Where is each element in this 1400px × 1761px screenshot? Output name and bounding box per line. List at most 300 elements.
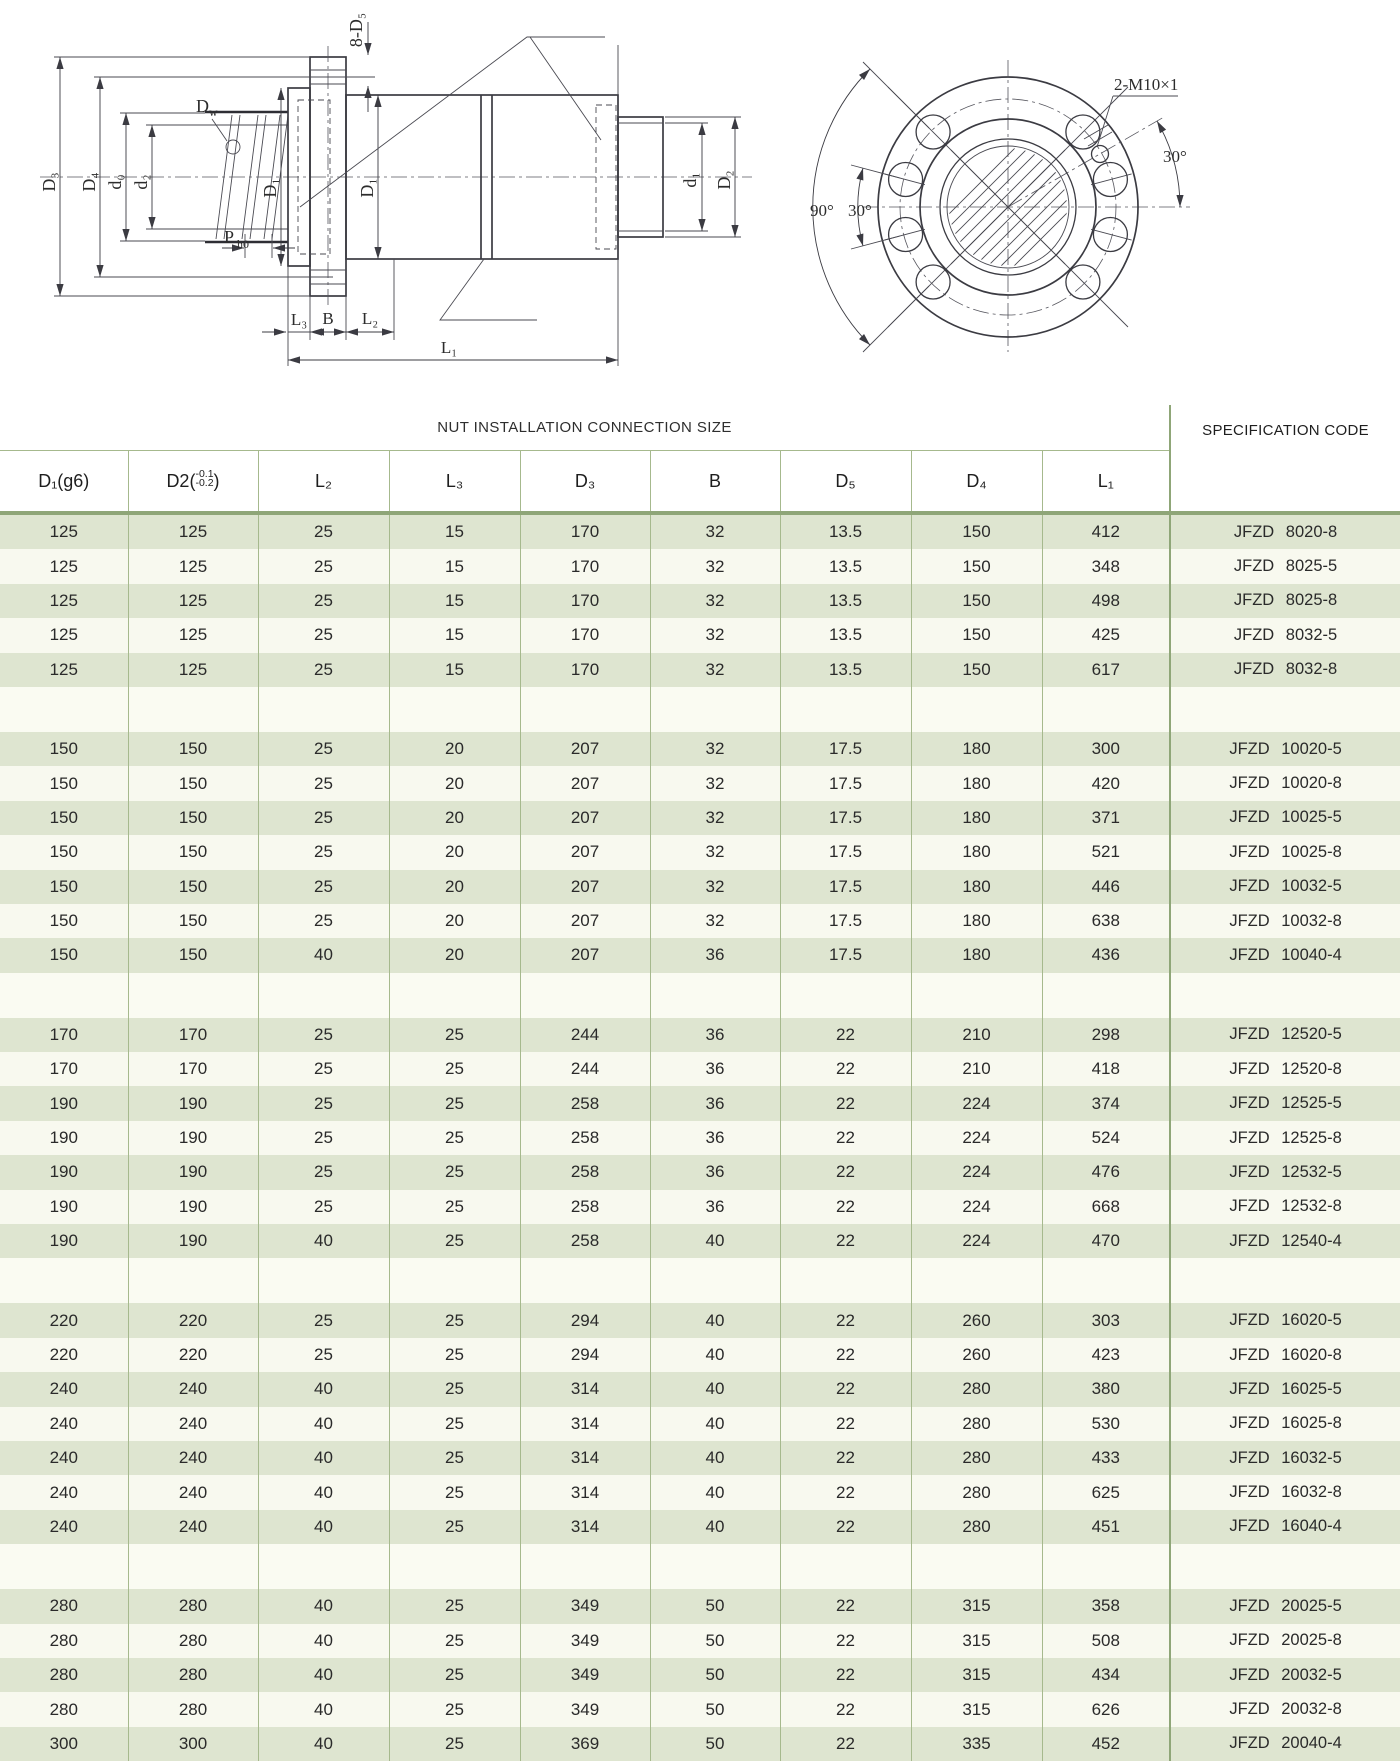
cell-d4: 315 (911, 1658, 1042, 1692)
cell-d4: 280 (911, 1441, 1042, 1475)
cell-d3: 314 (520, 1372, 650, 1406)
cell-l2: 40 (258, 1407, 389, 1441)
cell-l2: 40 (258, 1441, 389, 1475)
table-row (0, 1727, 1400, 1761)
cell-d2: 125 (128, 549, 258, 583)
cell-d1: 240 (49, 1482, 78, 1502)
separator-cell (911, 1258, 1042, 1303)
cell-d3: 207 (520, 766, 650, 800)
label-d2-shaft: D₂ (714, 170, 734, 190)
table-row (0, 1303, 1400, 1337)
cell-spec: JFZD 8020-8 (1170, 513, 1400, 549)
end-view-drawing (810, 60, 1190, 352)
cell-d2: 190 (128, 1190, 258, 1224)
cell-l2: 25 (258, 835, 389, 869)
cell-b: 40 (650, 1338, 780, 1372)
cell-l2: 25 (258, 1303, 389, 1337)
table-row (0, 1086, 1400, 1120)
separator-cell (780, 687, 911, 732)
cell-spec: JFZD 10025-5 (1170, 801, 1400, 835)
cell-d2: 125 (128, 653, 258, 687)
separator-cell (389, 1544, 520, 1589)
cell-d3: 294 (520, 1338, 650, 1372)
cell-d4: 280 (911, 1510, 1042, 1544)
cell-b: 36 (650, 1190, 780, 1224)
cell-d2: 300 (128, 1727, 258, 1761)
cell-d1: 170 (49, 1024, 78, 1044)
cell-d4: 224 (911, 1190, 1042, 1224)
label-angle-left-90: 90° (810, 201, 834, 220)
cell-d4: 150 (911, 549, 1042, 583)
cell-spec: JFZD 8025-8 (1170, 584, 1400, 618)
cell-b: 40 (650, 1303, 780, 1337)
cell-d1: 190 (49, 1196, 78, 1216)
cell-l2: 25 (258, 766, 389, 800)
cell-d1: 280 (49, 1596, 78, 1616)
cell-d5: 13.5 (780, 653, 911, 687)
cell-l2: 25 (258, 1155, 389, 1189)
cell-d5: 22 (780, 1727, 911, 1761)
cell-d3: 170 (520, 584, 650, 618)
cell-d1: 125 (49, 590, 78, 610)
cell-b: 36 (650, 1121, 780, 1155)
cell-d1: 190 (49, 1128, 78, 1148)
cell-b: 36 (650, 1086, 780, 1120)
cell-l1: 348 (1042, 549, 1170, 583)
cell-d5: 22 (780, 1692, 911, 1726)
cell-d3: 207 (520, 870, 650, 904)
separator-cell (520, 1258, 650, 1303)
cell-spec: JFZD 10040-4 (1170, 938, 1400, 972)
separator-cell (0, 973, 128, 1018)
separator-cell (128, 1258, 258, 1303)
cell-d4: 180 (911, 801, 1042, 835)
table-row (0, 1224, 1400, 1258)
table-row (0, 1441, 1400, 1475)
cell-d3: 170 (520, 549, 650, 583)
cell-spec: JFZD 10020-8 (1170, 766, 1400, 800)
cell-d1: 150 (49, 842, 78, 862)
cell-d4: 180 (911, 732, 1042, 766)
cell-d5: 22 (780, 1121, 911, 1155)
separator-row (0, 1544, 1400, 1589)
separator-cell (258, 973, 389, 1018)
separator-cell (520, 973, 650, 1018)
label-8-d5: 8-D₅ (346, 12, 366, 48)
cell-d4: 280 (911, 1475, 1042, 1509)
cell-d2: 125 (128, 584, 258, 618)
cell-d4: 150 (911, 618, 1042, 652)
cell-d4: 315 (911, 1624, 1042, 1658)
cell-l3: 20 (389, 938, 520, 972)
cell-b: 50 (650, 1658, 780, 1692)
column-header-l1: L₁ (1042, 451, 1170, 514)
cell-d1: 170 (49, 1059, 78, 1079)
side-view-drawing (39, 13, 752, 366)
cell-l1: 524 (1042, 1121, 1170, 1155)
cell-d4: 180 (911, 870, 1042, 904)
cell-b: 36 (650, 1018, 780, 1052)
column-header-d3: D₃ (520, 451, 650, 514)
cell-d1: 240 (49, 1448, 78, 1468)
cell-l3: 25 (389, 1052, 520, 1086)
separator-cell (0, 687, 128, 732)
table-row (0, 766, 1400, 800)
m10-hole (1092, 146, 1109, 163)
cell-l2: 40 (258, 1224, 389, 1258)
cell-d3: 258 (520, 1190, 650, 1224)
cell-spec: JFZD 12525-8 (1170, 1121, 1400, 1155)
cell-l3: 15 (389, 549, 520, 583)
cell-l1: 451 (1042, 1510, 1170, 1544)
cell-d2: 150 (128, 938, 258, 972)
table-row (0, 1018, 1400, 1052)
cell-spec: JFZD 10025-8 (1170, 835, 1400, 869)
drawings-canvas (0, 0, 1400, 405)
cell-l1: 452 (1042, 1727, 1170, 1761)
cell-l1: 476 (1042, 1155, 1170, 1189)
cell-l3: 25 (389, 1372, 520, 1406)
cell-b: 32 (650, 870, 780, 904)
separator-cell (520, 687, 650, 732)
cell-d1: 125 (49, 556, 78, 576)
cell-d2: 150 (128, 766, 258, 800)
cell-l3: 25 (389, 1407, 520, 1441)
cell-l1: 425 (1042, 618, 1170, 652)
separator-cell (258, 1258, 389, 1303)
cell-spec: JFZD 12525-5 (1170, 1086, 1400, 1120)
cell-l2: 40 (258, 1589, 389, 1623)
cell-d5: 22 (780, 1407, 911, 1441)
cell-d3: 258 (520, 1224, 650, 1258)
cell-b: 50 (650, 1624, 780, 1658)
cell-d2: 280 (128, 1624, 258, 1658)
cell-d3: 349 (520, 1589, 650, 1623)
cell-b: 32 (650, 549, 780, 583)
cell-l1: 498 (1042, 584, 1170, 618)
cell-d4: 315 (911, 1692, 1042, 1726)
label-angle-left-30: 30° (848, 201, 872, 220)
label-dw-sub: w (209, 105, 218, 119)
cell-b: 40 (650, 1510, 780, 1544)
cell-l2: 25 (258, 584, 389, 618)
cell-spec: JFZD 16025-8 (1170, 1407, 1400, 1441)
cell-d2: 190 (128, 1155, 258, 1189)
table-row (0, 1052, 1400, 1086)
cell-d1: 280 (49, 1665, 78, 1685)
table-row (0, 801, 1400, 835)
cell-b: 36 (650, 938, 780, 972)
label-b: B (322, 309, 334, 328)
table-row (0, 584, 1400, 618)
table-row (0, 835, 1400, 869)
cell-l1: 470 (1042, 1224, 1170, 1258)
cell-l1: 300 (1042, 732, 1170, 766)
cell-d2: 125 (128, 513, 258, 549)
cell-d2: 150 (128, 904, 258, 938)
cell-d5: 13.5 (780, 584, 911, 618)
cell-d3: 349 (520, 1692, 650, 1726)
cell-b: 50 (650, 1727, 780, 1761)
cell-l1: 626 (1042, 1692, 1170, 1726)
label-l2: L₂ (361, 309, 379, 328)
cell-d3: 244 (520, 1018, 650, 1052)
table-row (0, 1121, 1400, 1155)
cell-b: 32 (650, 732, 780, 766)
cell-l3: 15 (389, 584, 520, 618)
cell-d3: 207 (520, 732, 650, 766)
separator-cell (258, 687, 389, 732)
cell-d4: 260 (911, 1338, 1042, 1372)
cell-d2: 240 (128, 1407, 258, 1441)
cell-spec: JFZD 8032-8 (1170, 653, 1400, 687)
separator-cell (520, 1544, 650, 1589)
separator-cell (780, 973, 911, 1018)
cell-spec: JFZD 12540-4 (1170, 1224, 1400, 1258)
label-dw: D (196, 96, 209, 116)
cell-d1: 240 (49, 1516, 78, 1536)
separator-cell (389, 1258, 520, 1303)
cell-l1: 380 (1042, 1372, 1170, 1406)
cell-d4: 150 (911, 584, 1042, 618)
cell-spec: JFZD 20025-5 (1170, 1589, 1400, 1623)
cell-d2: 170 (128, 1018, 258, 1052)
cell-d2: 190 (128, 1224, 258, 1258)
separator-cell (0, 1544, 128, 1589)
cell-d3: 294 (520, 1303, 650, 1337)
cell-l3: 25 (389, 1121, 520, 1155)
cell-l1: 530 (1042, 1407, 1170, 1441)
cell-d5: 13.5 (780, 549, 911, 583)
cell-spec: JFZD 16020-5 (1170, 1303, 1400, 1337)
cell-d5: 22 (780, 1303, 911, 1337)
column-header-d1: D₁(g6) (0, 451, 128, 514)
separator-row (0, 973, 1400, 1018)
cell-d3: 244 (520, 1052, 650, 1086)
separator-row (0, 687, 1400, 732)
cell-spec: JFZD 8025-5 (1170, 549, 1400, 583)
cell-spec: JFZD 16032-5 (1170, 1441, 1400, 1475)
cell-d3: 207 (520, 938, 650, 972)
cell-d5: 17.5 (780, 904, 911, 938)
cell-l3: 25 (389, 1303, 520, 1337)
cell-l1: 668 (1042, 1190, 1170, 1224)
cell-d5: 17.5 (780, 732, 911, 766)
cell-b: 32 (650, 513, 780, 549)
cell-l3: 20 (389, 766, 520, 800)
cell-d3: 314 (520, 1407, 650, 1441)
cell-l2: 40 (258, 1510, 389, 1544)
cell-l3: 20 (389, 904, 520, 938)
cell-l3: 25 (389, 1155, 520, 1189)
table-title-row (0, 405, 1400, 451)
separator-cell (1042, 687, 1170, 732)
cell-d3: 349 (520, 1658, 650, 1692)
cell-d3: 258 (520, 1121, 650, 1155)
cell-d3: 314 (520, 1510, 650, 1544)
table-row (0, 938, 1400, 972)
separator-cell (1042, 1544, 1170, 1589)
cell-b: 32 (650, 835, 780, 869)
column-header-l3: L₃ (389, 451, 520, 514)
table-row (0, 732, 1400, 766)
cell-l2: 25 (258, 1190, 389, 1224)
spec-code-header: SPECIFICATION CODE (1170, 405, 1400, 513)
column-header-l2: L₂ (258, 451, 389, 514)
cell-d1: 190 (49, 1162, 78, 1182)
cell-d1: 150 (49, 876, 78, 896)
cell-b: 40 (650, 1475, 780, 1509)
cell-l1: 521 (1042, 835, 1170, 869)
cell-l2: 25 (258, 1052, 389, 1086)
cell-d5: 22 (780, 1475, 911, 1509)
table-row (0, 1155, 1400, 1189)
cell-l2: 25 (258, 870, 389, 904)
cell-l3: 25 (389, 1441, 520, 1475)
cell-b: 40 (650, 1407, 780, 1441)
label-d1-body: D₁ (357, 178, 377, 198)
cell-spec: JFZD 16032-8 (1170, 1475, 1400, 1509)
cell-b: 36 (650, 1155, 780, 1189)
column-header-d5: D₅ (780, 451, 911, 514)
cell-l2: 40 (258, 1727, 389, 1761)
cell-d4: 224 (911, 1086, 1042, 1120)
cell-d2: 150 (128, 870, 258, 904)
cell-d5: 22 (780, 1658, 911, 1692)
cell-d4: 224 (911, 1121, 1042, 1155)
cell-d3: 349 (520, 1624, 650, 1658)
cell-d3: 170 (520, 513, 650, 549)
cell-spec: JFZD 10032-8 (1170, 904, 1400, 938)
table-row (0, 618, 1400, 652)
cell-l2: 25 (258, 618, 389, 652)
cell-b: 36 (650, 1052, 780, 1086)
table-row (0, 653, 1400, 687)
cell-l3: 25 (389, 1589, 520, 1623)
table-row (0, 1589, 1400, 1623)
label-angle-right-30: 30° (1163, 147, 1187, 166)
cell-d4: 180 (911, 766, 1042, 800)
cell-d5: 22 (780, 1624, 911, 1658)
cell-l1: 371 (1042, 801, 1170, 835)
table-row (0, 1475, 1400, 1509)
cell-d2: 280 (128, 1692, 258, 1726)
cell-d5: 22 (780, 1589, 911, 1623)
cell-spec: JFZD 20025-8 (1170, 1624, 1400, 1658)
cell-spec: JFZD 12532-8 (1170, 1190, 1400, 1224)
cell-l3: 25 (389, 1190, 520, 1224)
cell-l2: 25 (258, 1121, 389, 1155)
cell-l3: 20 (389, 835, 520, 869)
cell-d2: 190 (128, 1121, 258, 1155)
cell-l2: 25 (258, 732, 389, 766)
cell-l2: 40 (258, 1372, 389, 1406)
cell-d5: 17.5 (780, 870, 911, 904)
table-row (0, 870, 1400, 904)
cell-d4: 150 (911, 513, 1042, 549)
separator-cell (128, 1544, 258, 1589)
separator-cell (0, 1258, 128, 1303)
column-header-b: B (650, 451, 780, 514)
cell-d1: 125 (49, 522, 78, 542)
cell-l3: 15 (389, 618, 520, 652)
cell-d3: 314 (520, 1441, 650, 1475)
cell-d1: 150 (49, 911, 78, 931)
cell-l3: 25 (389, 1018, 520, 1052)
cell-spec: JFZD 8032-5 (1170, 618, 1400, 652)
cell-l2: 25 (258, 1018, 389, 1052)
cell-d2: 220 (128, 1303, 258, 1337)
label-l3: L₃ (290, 310, 308, 329)
cell-b: 32 (650, 904, 780, 938)
cell-d3: 207 (520, 801, 650, 835)
cell-d3: 207 (520, 835, 650, 869)
cell-spec: JFZD 20032-5 (1170, 1658, 1400, 1692)
cell-d5: 22 (780, 1224, 911, 1258)
cell-d1: 125 (49, 625, 78, 645)
cell-l2: 25 (258, 653, 389, 687)
separator-cell (1170, 687, 1400, 732)
cell-d4: 315 (911, 1589, 1042, 1623)
cell-d2: 240 (128, 1372, 258, 1406)
technical-drawings (0, 0, 1400, 405)
cell-l3: 25 (389, 1086, 520, 1120)
cell-b: 32 (650, 653, 780, 687)
separator-cell (650, 687, 780, 732)
label-thread-callout: 2-M10×1 (1114, 75, 1179, 94)
cell-l2: 25 (258, 549, 389, 583)
cell-b: 40 (650, 1372, 780, 1406)
cell-d4: 280 (911, 1372, 1042, 1406)
cell-d3: 170 (520, 618, 650, 652)
cell-l2: 40 (258, 938, 389, 972)
cell-d4: 280 (911, 1407, 1042, 1441)
cell-l2: 40 (258, 1692, 389, 1726)
specification-table (0, 405, 1400, 1761)
label-d1-flange: D₁ (260, 178, 280, 198)
cell-l2: 40 (258, 1658, 389, 1692)
cell-b: 40 (650, 1224, 780, 1258)
cell-d5: 22 (780, 1441, 911, 1475)
cell-d1: 220 (49, 1310, 78, 1330)
cell-l3: 25 (389, 1692, 520, 1726)
cell-b: 32 (650, 618, 780, 652)
cell-spec: JFZD 20040-4 (1170, 1727, 1400, 1761)
cell-d5: 17.5 (780, 938, 911, 972)
cell-b: 50 (650, 1589, 780, 1623)
cell-d5: 22 (780, 1086, 911, 1120)
cell-l1: 418 (1042, 1052, 1170, 1086)
separator-cell (1042, 973, 1170, 1018)
cell-l1: 358 (1042, 1589, 1170, 1623)
cell-l1: 625 (1042, 1475, 1170, 1509)
cell-l1: 446 (1042, 870, 1170, 904)
cell-l3: 25 (389, 1727, 520, 1761)
cell-d2: 220 (128, 1338, 258, 1372)
cell-d3: 369 (520, 1727, 650, 1761)
separator-cell (1170, 973, 1400, 1018)
label-d1-shaft: d₁ (680, 172, 700, 188)
table-title: NUT INSTALLATION CONNECTION SIZE (0, 405, 1170, 451)
cell-b: 32 (650, 584, 780, 618)
label-ph0-sub: h0 (237, 237, 249, 251)
cell-d3: 207 (520, 904, 650, 938)
table-row (0, 1190, 1400, 1224)
cell-spec: JFZD 16040-4 (1170, 1510, 1400, 1544)
cell-d2: 150 (128, 835, 258, 869)
cell-l1: 433 (1042, 1441, 1170, 1475)
table-row (0, 1372, 1400, 1406)
